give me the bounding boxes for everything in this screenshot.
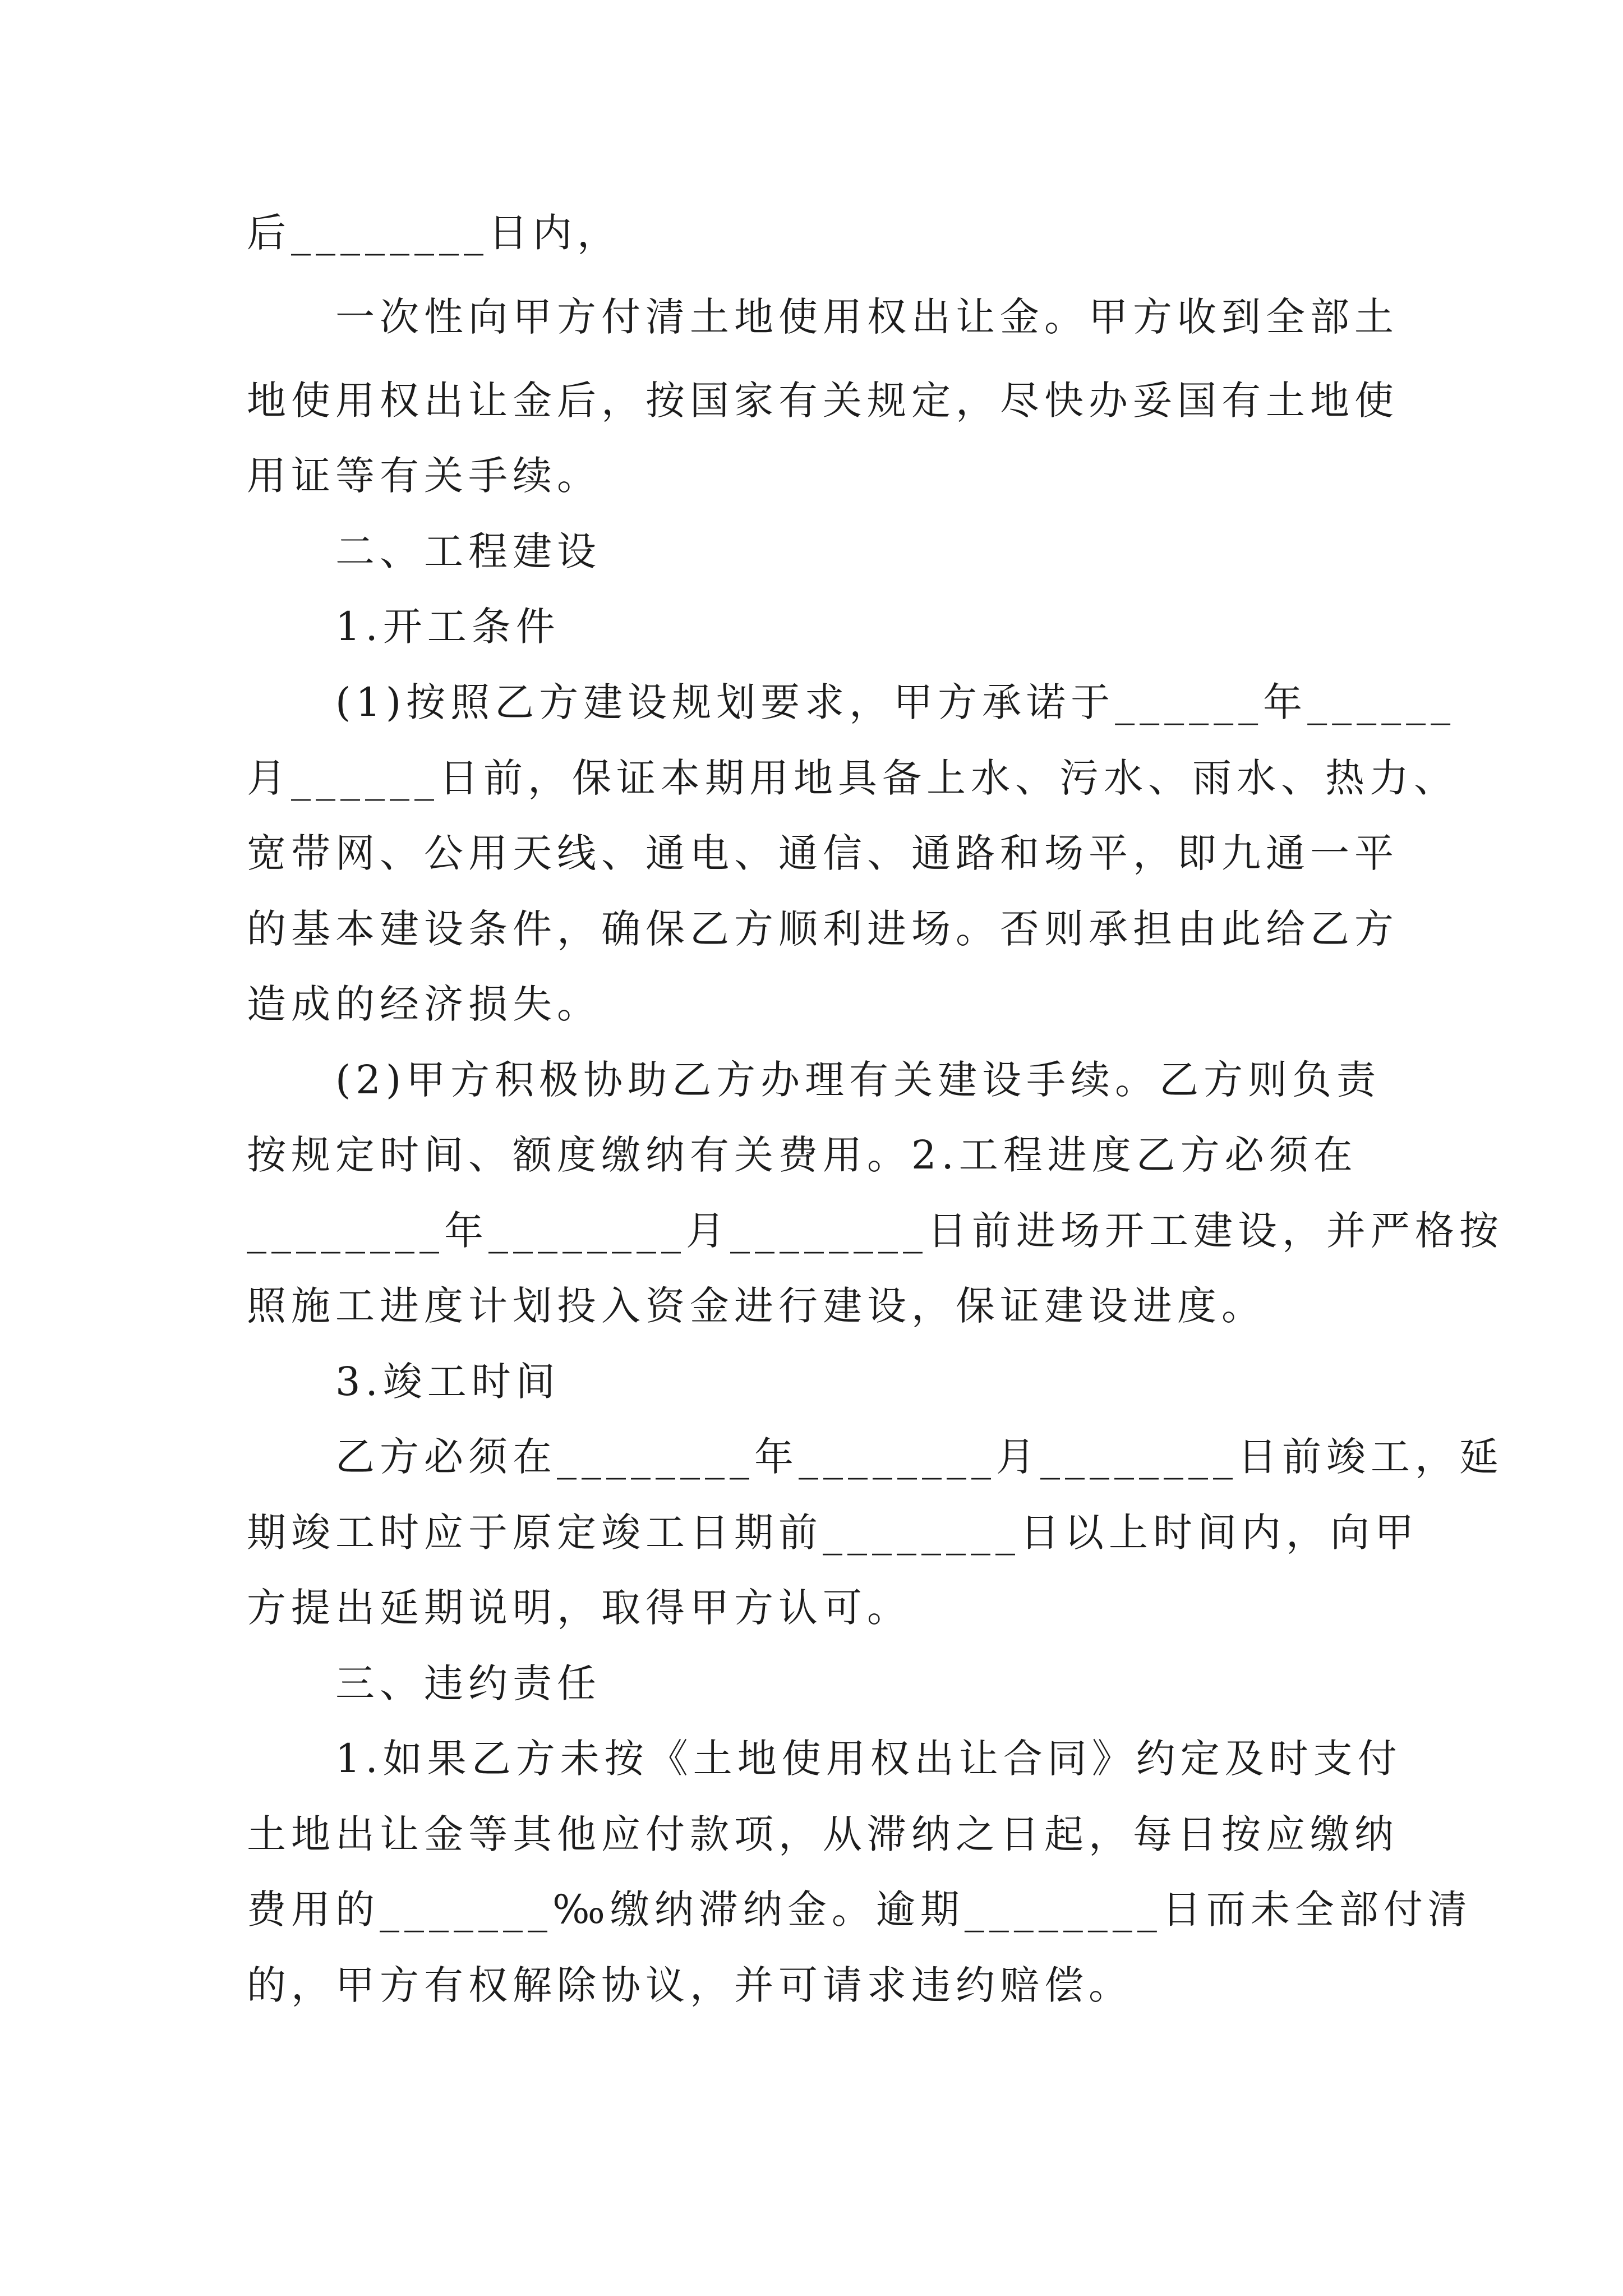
text-line: 后________日内， <box>247 210 621 256</box>
text-line: 宽带网、公用天线、通电、通信、通路和场平，即九通一平 <box>247 830 1399 876</box>
subsection-heading: 1.开工条件 <box>335 604 560 650</box>
text-line: 照施工进度计划投入资金进行建设，保证建设进度。 <box>247 1283 1266 1329</box>
text-line: (1)按照乙方建设规划要求，甲方承诺于______年______ <box>335 679 1456 725</box>
section-heading: 二、工程建设 <box>335 528 601 574</box>
text-line: 的，甲方有权解除协议，并可请求违约赔偿。 <box>247 1962 1133 2008</box>
text-line: 造成的经济损失。 <box>247 981 601 1027</box>
text-line: (2)甲方积极协助乙方办理有关建设手续。乙方则负责 <box>335 1057 1381 1103</box>
text-line: 乙方必须在________年________月________日前竣工，延 <box>335 1434 1504 1480</box>
section-heading: 三、违约责任 <box>335 1660 601 1706</box>
subsection-heading: 3.竣工时间 <box>335 1359 560 1405</box>
text-line: ________年________月________日前进场开工建设，并严格按 <box>247 1208 1504 1254</box>
text-line: 土地出让金等其他应付款项，从滞纳之日起，每日按应缴纳 <box>247 1811 1399 1857</box>
text-line: 费用的_______‰缴纳滞纳金。逾期________日而未全部付清 <box>247 1887 1472 1932</box>
text-line: 期竣工时应于原定竣工日期前________日以上时间内，向甲 <box>247 1510 1419 1556</box>
text-line: 方提出延期说明，取得甲方认可。 <box>247 1585 911 1631</box>
text-line: 地使用权出让金后，按国家有关规定，尽快办妥国有土地使 <box>247 378 1399 424</box>
text-line: 按规定时间、额度缴纳有关费用。2.工程进度乙方必须在 <box>247 1132 1358 1178</box>
text-line: 月______日前，保证本期用地具备上水、污水、雨水、热力、 <box>247 755 1458 801</box>
text-line: 用证等有关手续。 <box>247 453 601 499</box>
text-line: 一次性向甲方付清土地使用权出让金。甲方收到全部土 <box>335 294 1399 340</box>
text-line: 1.如果乙方未按《土地使用权出让合同》约定及时支付 <box>335 1736 1402 1782</box>
text-line: 的基本建设条件，确保乙方顺利进场。否则承担由此给乙方 <box>247 906 1399 952</box>
